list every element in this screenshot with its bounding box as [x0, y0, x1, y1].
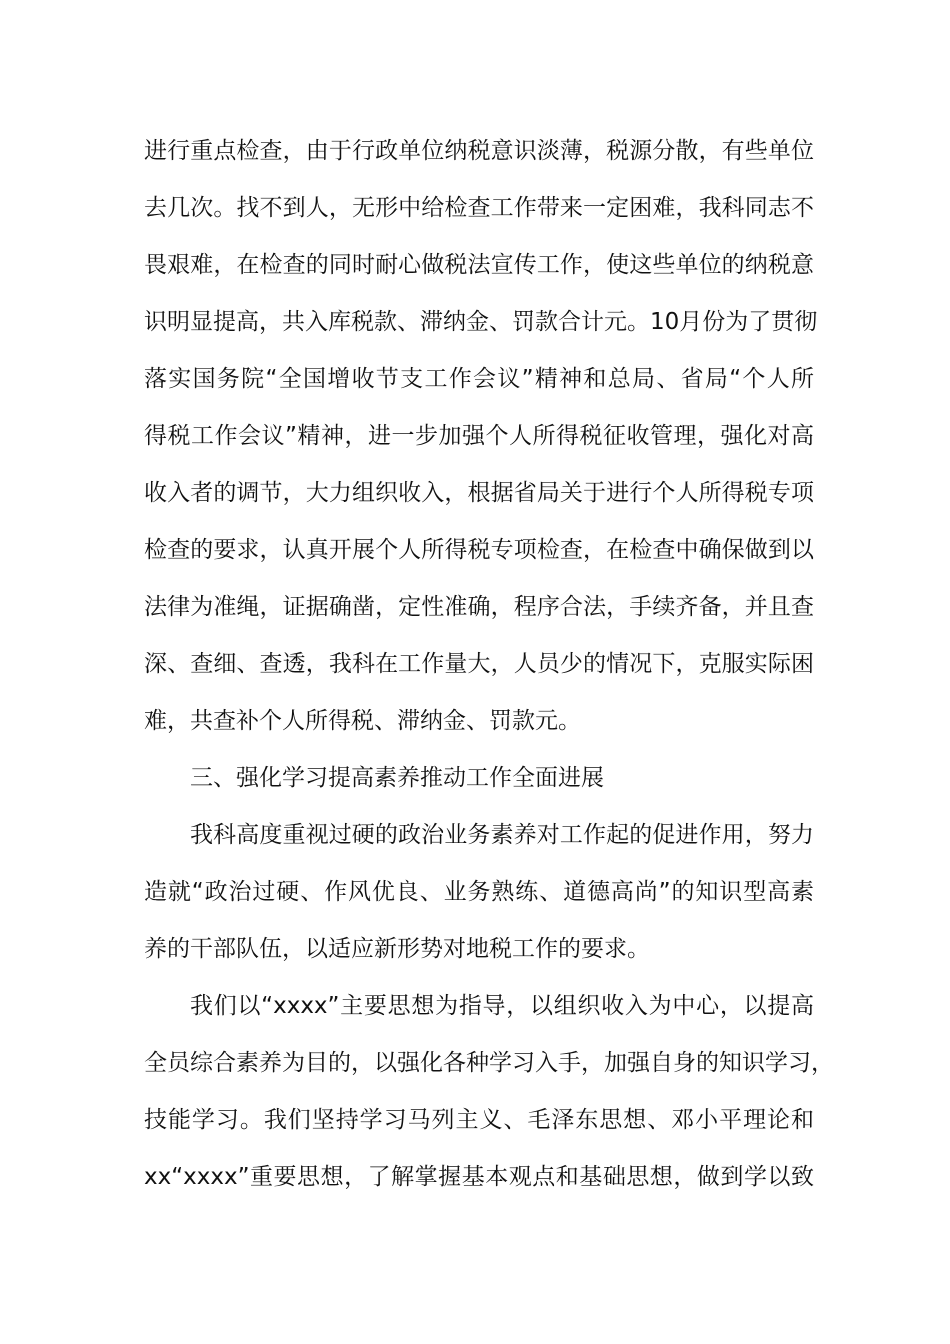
body-text-line: 畏艰难，在检查的同时耐心做税法宣传工作，使这些单位的纳税意: [144, 252, 814, 278]
body-text-line: 法律为准绳，证据确凿，定性准确，程序合法，手续齐备，并且查: [144, 594, 814, 620]
section-heading: 三、强化学习提高素养推动工作全面进展: [190, 765, 604, 791]
body-text-line: 检查的要求，认真开展个人所得税专项检查，在检查中确保做到以: [144, 537, 814, 563]
body-text-line: 养的干部队伍，以适应新形势对地税工作的要求。: [144, 936, 650, 962]
body-text-line: xx“xxxx”重要思想，了解掌握基本观点和基础思想，做到学以致: [144, 1164, 814, 1190]
body-text-line: 我们以“xxxx”主要思想为指导，以组织收入为中心，以提高: [190, 993, 814, 1019]
body-text-line: 全员综合素养为目的，以强化各种学习入手，加强自身的知识学习，: [144, 1050, 834, 1076]
body-text-line: 去几次。找不到人，无形中给检查工作带来一定困难，我科同志不: [144, 195, 814, 221]
body-text-line: 深、查细、查透，我科在工作量大，人员少的情况下，克服实际困: [144, 651, 814, 677]
body-text-line: 落实国务院“全国增收节支工作会议”精神和总局、省局“个人所: [144, 366, 814, 392]
body-text-line: 造就“政治过硬、作风优良、业务熟练、道德高尚”的知识型高素: [144, 879, 814, 905]
body-text-line: 得税工作会议”精神，进一步加强个人所得税征收管理，强化对高: [144, 423, 814, 449]
body-text-line: 识明显提高，共入库税款、滞纳金、罚款合计元。10月份为了贯彻: [144, 309, 818, 335]
body-text-line: 收入者的调节，大力组织收入，根据省局关于进行个人所得税专项: [144, 480, 814, 506]
body-text-line: 难，共查补个人所得税、滞纳金、罚款元。: [144, 708, 581, 734]
body-text-line: 我科高度重视过硬的政治业务素养对工作起的促进作用，努力: [190, 822, 814, 848]
body-text-line: 技能学习。我们坚持学习马列主义、毛泽东思想、邓小平理论和: [144, 1107, 814, 1133]
body-text-line: 进行重点检查，由于行政单位纳税意识淡薄，税源分散，有些单位: [144, 138, 814, 164]
